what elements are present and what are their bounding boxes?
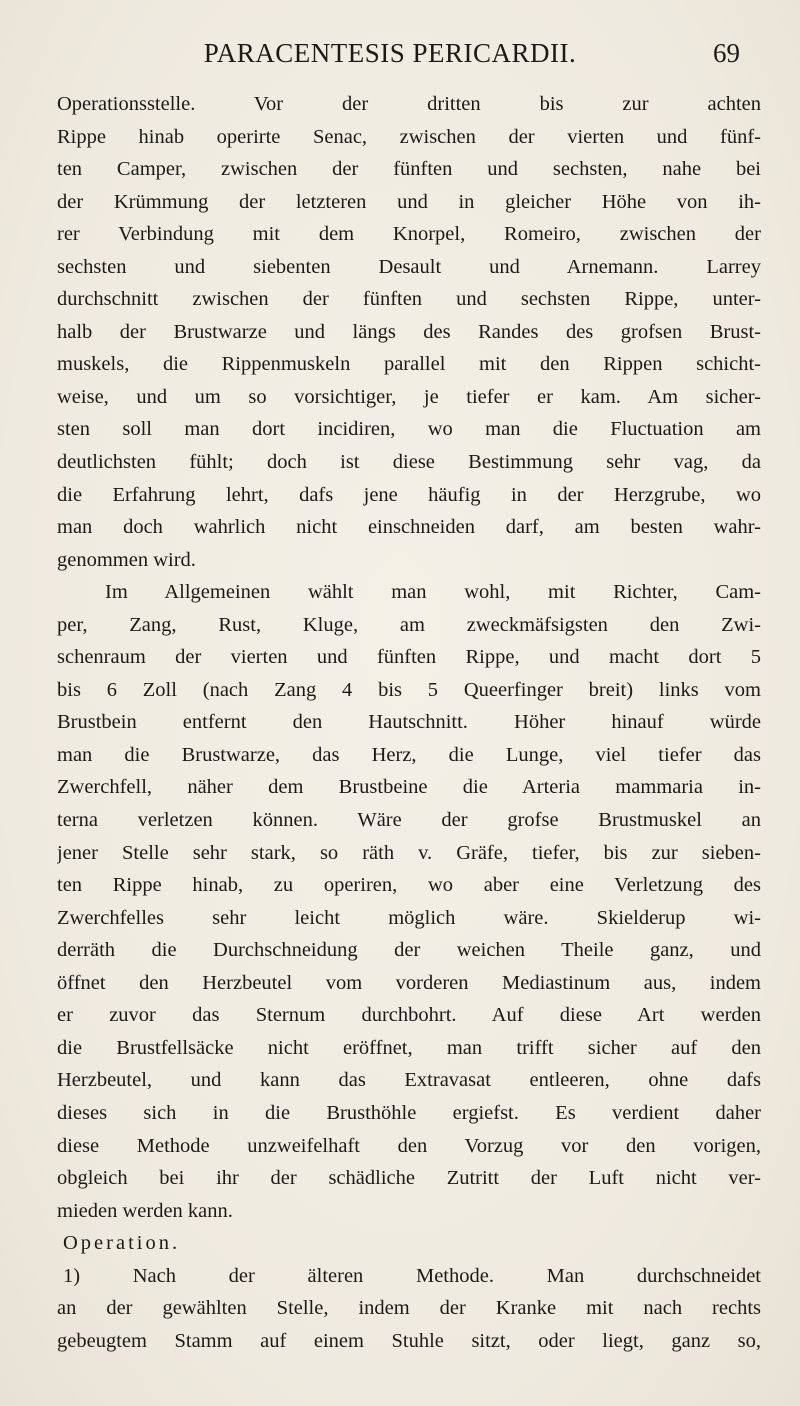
section-heading: Operation. bbox=[63, 1232, 181, 1255]
text-line: rer Verbindung mit dem Knorpel, Romeiro, zwischen der bbox=[57, 223, 761, 246]
text-line: genommen wird. bbox=[57, 548, 196, 571]
text-line: Operationsstelle. Vor der dritten bis zur achten bbox=[57, 93, 761, 115]
text-line: an der gewählten Stelle, indem der Kranke mit nach rechts bbox=[57, 1297, 761, 1320]
body-text bbox=[57, 88, 761, 1357]
text-line: öffnet den Herzbeutel vom vorderen Mediastinum aus, indem bbox=[57, 971, 761, 994]
text-line: die Brustfellsäcke nicht eröffnet, man trifft sicher auf den bbox=[57, 1036, 761, 1059]
text-line: 1) Nach der älteren Methode. Man durchschneidet bbox=[63, 1264, 761, 1287]
text-line: derräth die Durchschneidung der weichen Theile ganz, und bbox=[57, 939, 761, 962]
text-line: diese Methode unzweifelhaft den Vorzug vor den vorigen, bbox=[57, 1134, 761, 1157]
text-line: bis 6 Zoll (nach Zang 4 bis 5 Queerfinger breit) links vom bbox=[57, 678, 761, 701]
text-line: dieses sich in die Brusthöhle ergiefst. Es verdient daher bbox=[57, 1101, 761, 1124]
text-line: obgleich bei ihr der schädliche Zutritt der Luft nicht ver- bbox=[57, 1167, 761, 1190]
text-line: muskels, die Rippenmuskeln parallel mit den Rippen schicht- bbox=[57, 353, 761, 376]
text-line: gebeugtem Stamm auf einem Stuhle sitzt, oder liegt, ganz so, bbox=[57, 1329, 761, 1352]
text-line: man die Brustwarze, das Herz, die Lunge, viel tiefer das bbox=[57, 743, 761, 766]
text-line: der Krümmung der letzteren und in gleicher Höhe von ih- bbox=[57, 190, 761, 213]
text-line: schenraum der vierten und fünften Rippe, und macht dort 5 bbox=[57, 646, 761, 669]
text-line: er zuvor das Sternum durchbohrt. Auf diese Art werden bbox=[57, 1004, 761, 1027]
text-line: Herzbeutel, und kann das Extravasat entleeren, ohne dafs bbox=[57, 1069, 761, 1092]
running-title: PARACENTESIS PERICARDII. bbox=[203, 38, 577, 68]
text-line: halb der Brustwarze und längs des Randes des grofsen Brust- bbox=[57, 320, 761, 343]
text-line: weise, und um so vorsichtiger, je tiefer er kam. Am sicher- bbox=[57, 385, 761, 408]
text-line: jener Stelle sehr stark, so räth v. Gräfe, tiefer, bis zur sieben- bbox=[57, 841, 761, 864]
page-number: 69 bbox=[713, 38, 740, 68]
text-line: sechsten und siebenten Desault und Arnemann. Larrey bbox=[57, 255, 761, 278]
text-line: Zwerchfelles sehr leicht möglich wäre. Skielderup wi- bbox=[57, 906, 761, 929]
text-line: die Erfahrung lehrt, dafs jene häufig in der Herzgrube, wo bbox=[57, 483, 761, 506]
text-line: durchschnitt zwischen der fünften und sechsten Rippe, unter- bbox=[57, 288, 761, 311]
text-line: terna verletzen können. Wäre der grofse Brustmuskel an bbox=[57, 809, 761, 832]
text-line: per, Zang, Rust, Kluge, am zweckmäfsigsten den Zwi- bbox=[57, 613, 761, 636]
text-line: ten Rippe hinab, zu operiren, wo aber eine Verletzung des bbox=[57, 874, 761, 897]
text-line: man doch wahrlich nicht einschneiden darf, am besten wahr- bbox=[57, 516, 761, 539]
text-line: Rippe hinab operirte Senac, zwischen der vierten und fünf- bbox=[57, 125, 761, 148]
text-line: Brustbein entfernt den Hautschnitt. Höher hinauf würde bbox=[57, 711, 761, 734]
page-header bbox=[0, 38, 800, 78]
text-line: ten Camper, zwischen der fünften und sechsten, nahe bei bbox=[57, 158, 761, 181]
text-line: sten soll man dort incidiren, wo man die Fluctuation am bbox=[57, 418, 761, 441]
text-line: deutlichsten fühlt; doch ist diese Bestimmung sehr vag, da bbox=[57, 451, 761, 474]
text-line: Zwerchfell, näher dem Brustbeine die Arteria mammaria in- bbox=[57, 776, 761, 799]
text-line: Im Allgemeinen wählt man wohl, mit Richter, Cam- bbox=[105, 581, 761, 604]
text-line: mieden werden kann. bbox=[57, 1199, 233, 1222]
